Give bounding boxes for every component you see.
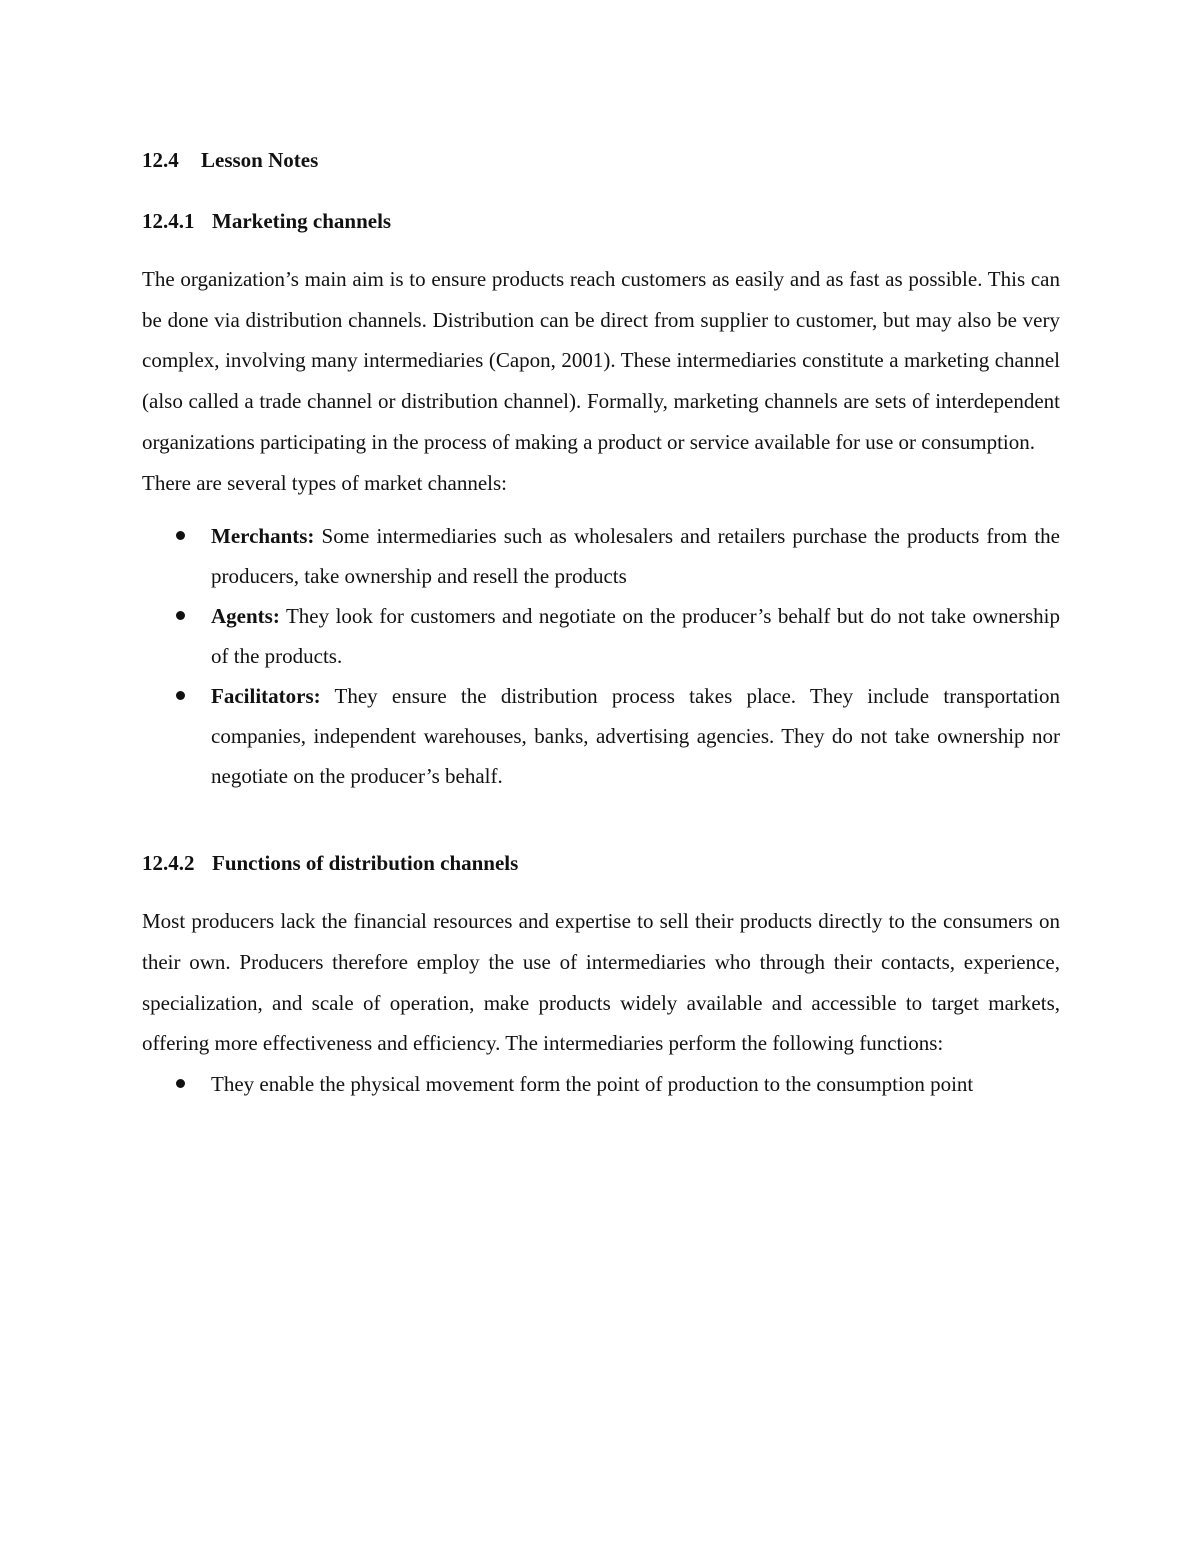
section-title: Lesson Notes bbox=[201, 148, 319, 172]
list-item-physical-movement bbox=[142, 1064, 1060, 1104]
section-number: 12.4.2 bbox=[142, 851, 195, 876]
list-item-text: They look for customers and negotiate on the producer’s behalf but do not take ownership of the products. bbox=[211, 604, 1060, 669]
list-item-merchants bbox=[142, 516, 1060, 596]
section-heading-marketing-channels bbox=[142, 207, 1060, 235]
section-title: Functions of distribution channels bbox=[212, 851, 519, 876]
list-item-facilitators bbox=[142, 676, 1060, 796]
document-page bbox=[142, 140, 1060, 1104]
section-heading-lesson-notes bbox=[142, 146, 1060, 174]
functions-list bbox=[142, 1064, 1060, 1104]
bullet-icon bbox=[176, 611, 185, 620]
paragraph-marketing-channels: The organization’s main aim is to ensure products reach customers as easily and as fast as possible. This can be done via distribution channels. Distribution can be direct from supplier to customer, but may also be very complex, involving many intermediaries (Capon, 2001). These intermediaries constitute a marketing channel (also called a trade channel or distribution channel). Formally, marketing channels are sets of interdependent organizations participating in the process of making a product or service available for use or consumption. bbox=[142, 267, 1060, 454]
paragraph-channel-types-intro: There are several types of market channels: bbox=[142, 470, 507, 495]
section-heading-functions bbox=[142, 849, 1060, 877]
section-number: 12.4 bbox=[142, 148, 179, 172]
bullet-icon bbox=[176, 531, 185, 540]
channel-types-list bbox=[142, 516, 1060, 796]
list-item-text: Some intermediaries such as wholesalers and retailers purchase the products from the producers, take ownership and resell the products bbox=[211, 524, 1060, 589]
list-item-term: Agents: bbox=[211, 604, 280, 629]
bullet-icon bbox=[176, 691, 185, 700]
list-item-text: They ensure the distribution process takes place. They include transportation companies, independent warehouses, banks, advertising agencies. They do not take ownership nor negotiate on the producer’s behalf. bbox=[211, 684, 1060, 789]
list-item-agents bbox=[142, 596, 1060, 676]
paragraph-functions: Most producers lack the financial resources and expertise to sell their products directly to the consumers on their own. Producers therefore employ the use of intermediaries who through their contacts, experience, specialization, and scale of operation, make products widely available and accessible to target markets, offering more effectiveness and efficiency. The intermediaries perform the following functions: bbox=[142, 909, 1060, 1056]
section-title: Marketing channels bbox=[212, 209, 392, 233]
list-item-text: They enable the physical movement form the point of production to the consumption point bbox=[211, 1072, 974, 1097]
list-item-term: Facilitators: bbox=[211, 684, 321, 709]
list-item-term: Merchants: bbox=[211, 524, 315, 549]
section-number: 12.4.1 bbox=[142, 209, 195, 233]
bullet-icon bbox=[176, 1079, 185, 1088]
